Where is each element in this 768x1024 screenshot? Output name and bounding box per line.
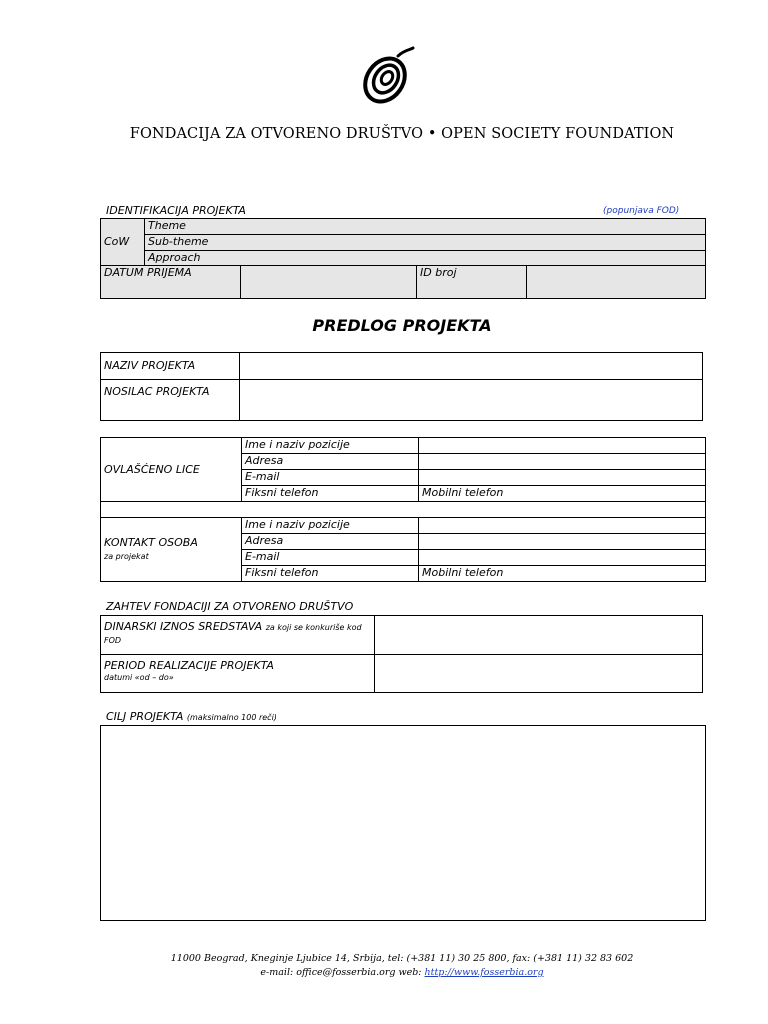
authorized-label: OVLAŠĆENO LICE <box>101 438 242 502</box>
subtheme-field[interactable]: Sub-theme <box>145 235 706 251</box>
contact-email-field[interactable] <box>419 550 706 566</box>
amount-label-cell <box>101 616 375 655</box>
period-label: PERIOD REALIZACIJE PROJEKTA <box>104 659 274 672</box>
footer-email: e-mail: office@fosserbia.org web: <box>260 967 425 978</box>
id-number-field[interactable] <box>527 266 706 299</box>
amount-label: DINARSKI IZNOS SREDSTAVA <box>104 620 263 633</box>
contact-label: KONTAKT OSOBA <box>104 535 198 549</box>
period-field[interactable] <box>375 655 703 693</box>
authorized-address-label: Adresa <box>242 454 419 470</box>
authorized-name-label: Ime i naziv pozicije <box>242 438 419 454</box>
period-label-cell <box>101 655 375 693</box>
authorized-address-field[interactable] <box>419 454 706 470</box>
footer-contact <box>0 967 768 978</box>
authorized-email-label: E-mail <box>242 470 419 486</box>
approach-field[interactable]: Approach <box>145 251 706 266</box>
cow-label: CoW <box>101 219 145 266</box>
organization-title: FONDACIJA ZA OTVORENO DRUŠTVO • OPEN SOCIETY FOUNDATION <box>129 126 675 142</box>
form-title: PREDLOG PROJEKTA <box>312 316 492 335</box>
project-name-field[interactable] <box>240 353 703 380</box>
contact-address-label: Adresa <box>242 534 419 550</box>
contact-name-field[interactable] <box>419 518 706 534</box>
contact-sublabel: za projekat <box>104 551 149 561</box>
identification-note: (popunjava FOD) <box>603 206 680 216</box>
id-number-label: ID broj <box>417 266 527 299</box>
contact-label-cell <box>101 518 242 582</box>
goal-note: (maksimalno 100 reči) <box>186 713 277 722</box>
spiral-logo-icon <box>358 44 416 110</box>
identification-table <box>100 218 706 299</box>
request-table <box>100 615 703 693</box>
authorized-name-field[interactable] <box>419 438 706 454</box>
amount-note: za koji se konkuriše kod FOD <box>104 623 362 645</box>
footer-address: 11000 Beograd, Kneginje Ljubice 14, Srbija, tel: (+381 11) 30 25 800, fax: (+381 11) 32 83 602 <box>170 953 634 964</box>
contact-email-label: E-mail <box>242 550 419 566</box>
goal-heading-row <box>106 710 277 723</box>
contact-name-label: Ime i naziv pozicije <box>242 518 419 534</box>
contact-landline-label: Fiksni telefon <box>242 566 419 582</box>
authorized-mobile-label[interactable]: Mobilni telefon <box>419 486 706 502</box>
project-holder-label: NOSILAC PROJEKTA <box>101 380 240 421</box>
request-heading: ZAHTEV FONDACIJI ZA OTVORENO DRUŠTVO <box>106 600 354 613</box>
identification-heading: IDENTIFIKACIJA PROJEKTA <box>106 204 246 217</box>
amount-field[interactable] <box>375 616 703 655</box>
date-received-label: DATUM PRIJEMA <box>101 266 241 299</box>
date-received-field[interactable] <box>241 266 417 299</box>
project-table <box>100 352 703 421</box>
authorized-landline-label: Fiksni telefon <box>242 486 419 502</box>
contact-address-field[interactable] <box>419 534 706 550</box>
project-name-label: NAZIV PROJEKTA <box>101 353 240 380</box>
persons-table <box>100 437 706 582</box>
project-holder-field[interactable] <box>240 380 703 421</box>
goal-textarea[interactable] <box>100 725 706 921</box>
website-link[interactable]: http://www.fosserbia.org <box>424 967 544 978</box>
contact-mobile-label[interactable]: Mobilni telefon <box>419 566 706 582</box>
authorized-email-field[interactable] <box>419 470 706 486</box>
spacer-row <box>101 502 706 518</box>
theme-field[interactable]: Theme <box>145 219 706 235</box>
goal-heading: CILJ PROJEKTA <box>106 710 184 723</box>
period-note: datumi «od – do» <box>104 673 174 682</box>
